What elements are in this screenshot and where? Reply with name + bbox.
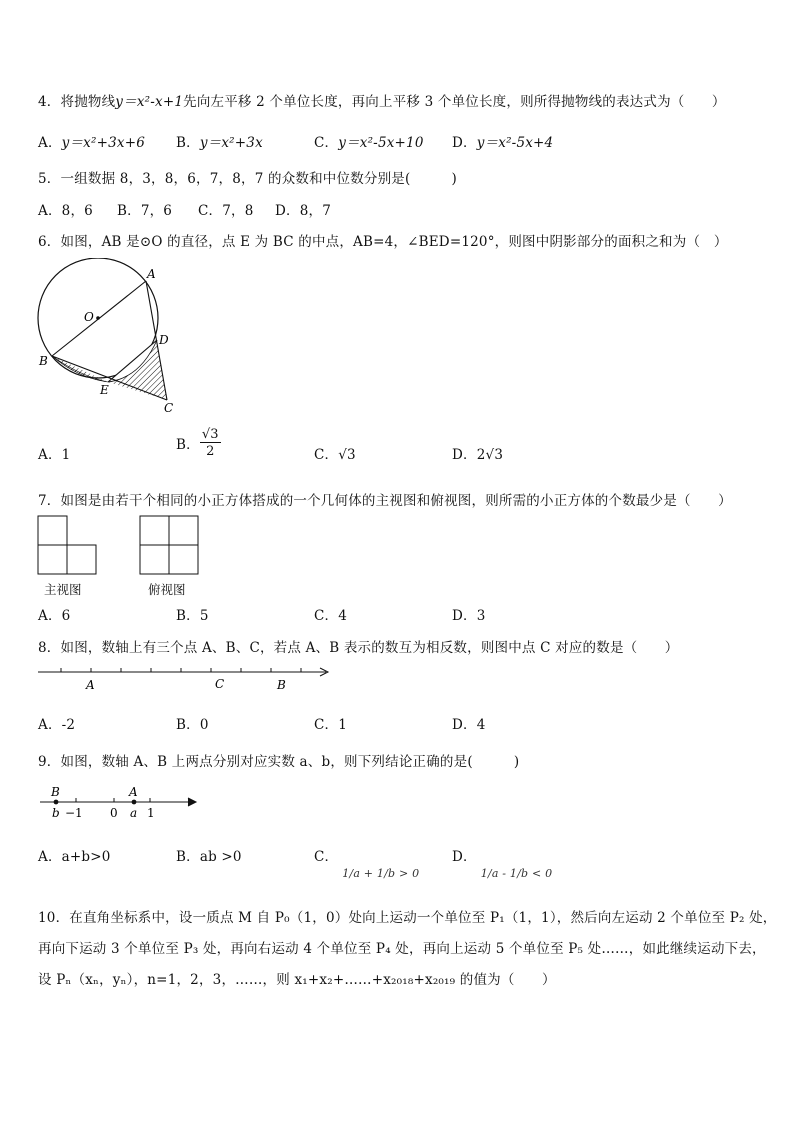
label-o: O: [84, 310, 94, 324]
label-e: E: [100, 383, 109, 397]
q5-stem: 5．一组数据 8，3，8，6，7，8，7 的众数和中位数分别是( ): [38, 171, 458, 187]
q6-circle-figure: [30, 258, 190, 418]
q6-b-numerator: √3: [201, 427, 219, 442]
q10-line-2: 再向下运动 3 个单位至 P₃ 处，再向右运动 4 个单位至 P₄ 处，再向上运动 5 个单位至 P₅ 处……，如此继续运动下去，: [38, 941, 766, 957]
q7-option-c: C．4: [314, 608, 348, 624]
q6-option-c: C．√3: [314, 447, 356, 463]
q9-point-b: [54, 800, 59, 805]
q8-option-b: B．0: [176, 717, 209, 733]
q8-stem: 8．如图，数轴上有三个点 A、B、C，若点 A、B 表示的数互为相反数，则图中点 C 对应的数是（ ）: [38, 640, 679, 656]
q9-label-one: 1: [147, 806, 155, 820]
q5-option-b: B．7，6: [117, 203, 173, 219]
label-d: D: [159, 333, 169, 347]
q4-stem: [38, 90, 726, 110]
label-c: C: [164, 401, 174, 415]
q6-stem: 6．如图，AB 是⊙O 的直径，点 E 为 BC 的中点，AB=4，∠BED=120°，则图中阴影部分的面积之和为（ ）: [38, 234, 728, 250]
q9-stem: 9．如图，数轴 A、B 上两点分别对应实数 a、b，则下列结论正确的是( ): [38, 754, 520, 770]
q9-label-zero: 0: [110, 806, 118, 820]
q9-point-a: [132, 800, 137, 805]
q7-option-b: B．5: [176, 608, 209, 624]
q6-b-denominator: 2: [206, 444, 215, 459]
q6-option-b: B． $\frac{√3}{2}$: [176, 427, 219, 459]
q9-label-neg1: −1: [65, 806, 83, 820]
q9-option-c: C．1/a + 1/b > 0: [314, 849, 420, 880]
q10-line-1: 10．在直角坐标系中，设一质点 M 自 P₀（1，0）处向上运动一个单位至 P₁（1，1），然后向左运动 2 个单位至 P₂ 处，: [38, 910, 777, 926]
q9-d-expression: 1/a - 1/b < 0: [480, 867, 553, 880]
q7-stem: 7．如图是由若干个相同的小正方体搭成的一个几何体的主视图和俯视图，则所需的小正方体的个数最少是（ ）: [38, 493, 732, 509]
q9-c-expression: 1/a + 1/b > 0: [342, 867, 420, 880]
q9-option-b: B．ab >0: [176, 849, 242, 865]
q6-option-d: D．2√3: [452, 447, 504, 463]
label-a: A: [147, 267, 156, 281]
q10-line-3: 设 Pₙ（xₙ，yₙ），n=1，2，3，……，则 x₁+x₂+……+x₂₀₁₈+x₂₀₁₉ 的值为（ ）: [38, 972, 556, 988]
q4-function: y＝x²-x+1: [115, 94, 184, 110]
q7-option-d: D．3: [452, 608, 486, 624]
q5-option-d: D．8，7: [275, 203, 332, 219]
q4-option-d: D．y＝x²-5x+4: [452, 135, 554, 151]
q5-option-a: A．8，6: [38, 203, 93, 219]
center-o: [96, 316, 100, 320]
q7-front-view: [37, 515, 99, 577]
q7-option-a: A．6: [38, 608, 71, 624]
q8-label-b: B: [277, 678, 286, 692]
q4-option-c: C．y＝x²-5x+10: [314, 135, 424, 151]
q8-option-c: C．1: [314, 717, 348, 733]
q4-option-b: B．y＝x²+3x: [176, 135, 263, 151]
q8-label-c: C: [215, 677, 225, 691]
q7-front-label: 主视图: [44, 582, 82, 597]
q5-option-c: C．7，8: [198, 203, 254, 219]
q9-option-d: D．1/a - 1/b < 0: [452, 849, 553, 880]
q9-label-b-upper: B: [51, 785, 60, 799]
q8-option-a: A．-2: [38, 717, 76, 733]
q9-number-line: [38, 784, 202, 824]
q9-label-a-upper: A: [129, 785, 138, 799]
q8-option-d: D．4: [452, 717, 486, 733]
q9-label-b: b: [52, 806, 60, 820]
label-b: B: [39, 354, 48, 368]
q8-number-line: [36, 660, 336, 696]
q8-label-a: A: [86, 678, 95, 692]
q4-stem-pre: 4．将抛物线: [38, 94, 116, 110]
q4-stem-post: 先向左平移 2 个单位长度，再向上平移 3 个单位长度，则所得抛物线的表达式为（ ）: [183, 94, 726, 110]
q9-label-a: a: [130, 806, 138, 820]
q7-top-label: 俯视图: [148, 582, 186, 597]
q4-option-a: A．y＝x²+3x+6: [38, 135, 146, 151]
q6-option-a: A．1: [38, 447, 71, 463]
q9-option-a: A．a+b>0: [38, 849, 111, 865]
q7-top-view: [139, 515, 201, 577]
